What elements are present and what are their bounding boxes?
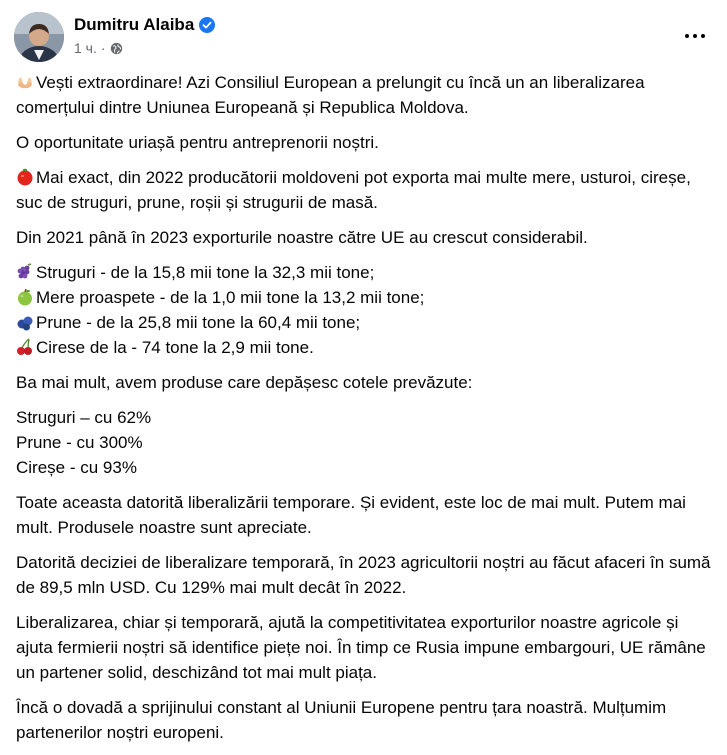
list-item <box>16 260 716 285</box>
list-item: Prune - cu 300% <box>16 433 143 452</box>
post-paragraph: Liberalizarea, chiar și temporară, ajută la competitivitatea exporturilor noastre agricole și ajuta fermierii noștri să identifice piețe noi. În timp ce Rusia impune embargouri, UE rămâne un partener solid, deschizând tot mai mult piața. <box>16 613 706 682</box>
list-item-text: Cirese de la - 74 tone la 2,9 mii tone. <box>36 338 314 357</box>
post-paragraph: Încă o dovadă a sprijinului constant al Uniunii Europene pentru țara noastră. Mulțumim partenerilor noștri europeni. <box>16 698 667 742</box>
list-item-text: Struguri - de la 15,8 mii tone la 32,3 mii tone; <box>36 263 375 282</box>
more-options-button[interactable] <box>677 18 713 54</box>
list-item <box>16 335 716 360</box>
post-time[interactable]: 1 ч. <box>74 40 97 56</box>
globe-icon[interactable] <box>110 42 123 55</box>
post-paragraph: Datorită deciziei de liberalizare temporară, în 2023 agricultorii noștri au făcut afaceri în sumă de 89,5 mln USD. Cu 129% mai mult decât în 2022. <box>16 553 711 597</box>
list-item-text: Prune - de la 25,8 mii tone la 60,4 mii tone; <box>36 313 361 332</box>
post-paragraph <box>16 70 716 120</box>
blueberries-icon <box>16 313 34 331</box>
quotas-list <box>16 405 716 480</box>
author-line <box>74 14 215 36</box>
post-paragraph: O oportunitate uriașă pentru antreprenorii noștri. <box>16 133 379 152</box>
post-meta <box>74 39 123 57</box>
more-options-dot <box>701 34 705 38</box>
more-options-dot <box>693 34 697 38</box>
list-item: Struguri – cu 62% <box>16 408 152 427</box>
post-body <box>16 70 716 755</box>
meta-separator: · <box>100 40 106 56</box>
exports-list <box>16 260 716 360</box>
tomato-icon <box>16 168 34 186</box>
verified-badge-icon <box>199 17 215 33</box>
paragraph-text: Vești extraordinare! Azi Consiliul European a prelungit cu încă un an liberalizarea comerțului dintre Uniunea Europeană și Republica Moldova. <box>16 73 645 117</box>
more-options-icon <box>685 34 689 38</box>
list-item: Cireșe - cu 93% <box>16 458 137 477</box>
cherries-icon <box>16 338 34 356</box>
raising-hands-icon <box>16 73 34 91</box>
list-item <box>16 285 716 310</box>
grapes-icon <box>16 263 34 281</box>
post-header <box>14 12 713 62</box>
paragraph-text: Mai exact, din 2022 producătorii moldoveni pot exporta mai multe mere, usturoi, cireșe, suc de struguri, prune, roșii și strugurii de masă. <box>16 168 691 212</box>
post-paragraph: Toate aceasta datorită liberalizării temporare. Și evident, este loc de mai mult. Putem mai mult. Produsele noastre sunt apreciate. <box>16 493 686 537</box>
avatar-image <box>14 12 64 62</box>
green-apple-icon <box>16 288 34 306</box>
list-item-text: Mere proaspete - de la 1,0 mii tone la 13,2 mii tone; <box>36 288 425 307</box>
post-paragraph: Ba mai mult, avem produse care depășesc cotele prevăzute: <box>16 373 473 392</box>
author-name[interactable]: Dumitru Alaiba <box>74 15 195 34</box>
avatar[interactable] <box>14 12 64 62</box>
list-item <box>16 310 716 335</box>
post-paragraph <box>16 165 716 215</box>
post-paragraph: Din 2021 până în 2023 exporturile noastre către UE au crescut considerabil. <box>16 228 588 247</box>
